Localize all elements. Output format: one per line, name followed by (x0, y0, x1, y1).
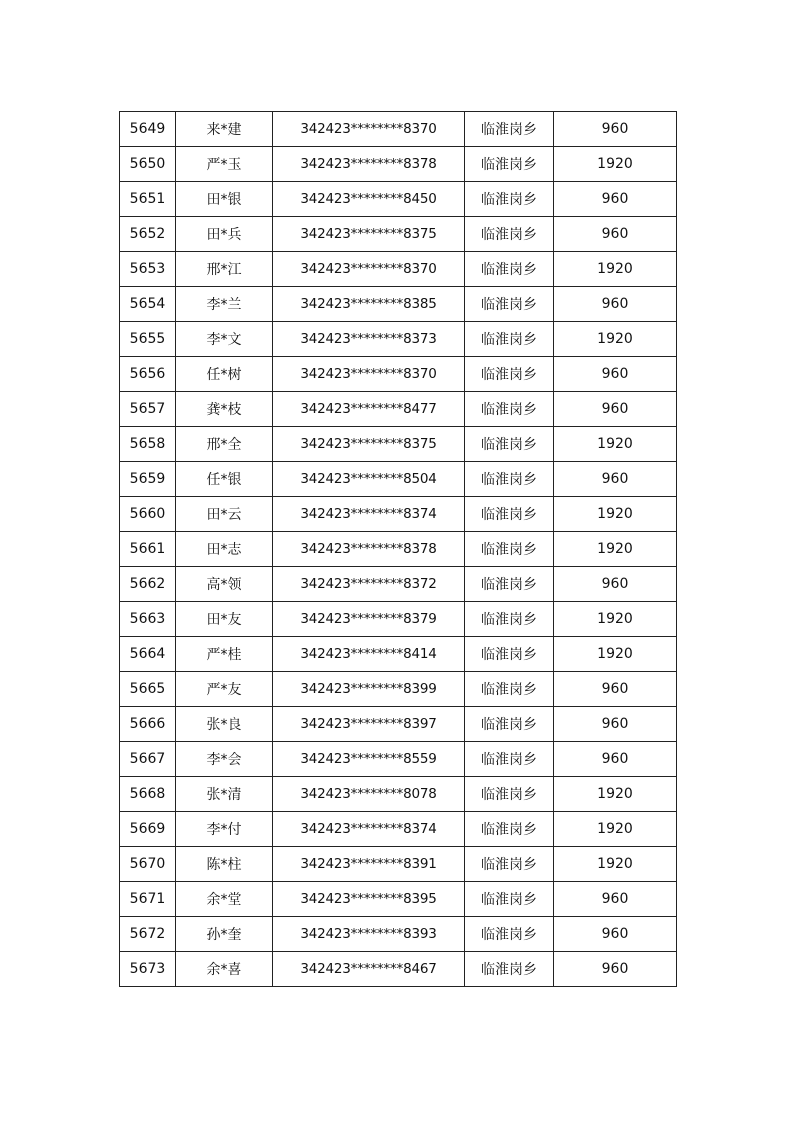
table-row (120, 497, 677, 532)
name-cell: 田*志 (176, 532, 273, 567)
amount-cell: 1920 (554, 427, 677, 462)
amount-cell: 960 (554, 882, 677, 917)
id-number-cell: 342423********8504 (273, 462, 465, 497)
amount-cell: 960 (554, 672, 677, 707)
amount-cell: 1920 (554, 322, 677, 357)
amount-cell: 1920 (554, 497, 677, 532)
table-row (120, 742, 677, 777)
row-number-cell: 5671 (120, 882, 176, 917)
amount-cell: 1920 (554, 532, 677, 567)
row-number-cell: 5658 (120, 427, 176, 462)
name-cell: 田*兵 (176, 217, 273, 252)
township-cell: 临淮岗乡 (465, 777, 554, 812)
name-cell: 龚*枝 (176, 392, 273, 427)
amount-cell: 1920 (554, 147, 677, 182)
name-cell: 余*喜 (176, 952, 273, 987)
township-cell: 临淮岗乡 (465, 217, 554, 252)
id-number-cell: 342423********8395 (273, 882, 465, 917)
id-number-cell: 342423********8370 (273, 112, 465, 147)
id-number-cell: 342423********8375 (273, 427, 465, 462)
amount-cell: 960 (554, 182, 677, 217)
id-number-cell: 342423********8385 (273, 287, 465, 322)
amount-cell: 960 (554, 917, 677, 952)
id-number-cell: 342423********8397 (273, 707, 465, 742)
amount-cell: 1920 (554, 777, 677, 812)
amount-cell: 1920 (554, 602, 677, 637)
name-cell: 邢*江 (176, 252, 273, 287)
name-cell: 严*友 (176, 672, 273, 707)
row-number-cell: 5665 (120, 672, 176, 707)
township-cell: 临淮岗乡 (465, 392, 554, 427)
row-number-cell: 5666 (120, 707, 176, 742)
name-cell: 李*会 (176, 742, 273, 777)
id-number-cell: 342423********8414 (273, 637, 465, 672)
amount-cell: 1920 (554, 637, 677, 672)
table-row (120, 392, 677, 427)
table-row (120, 812, 677, 847)
township-cell: 临淮岗乡 (465, 952, 554, 987)
table-row (120, 532, 677, 567)
id-number-cell: 342423********8374 (273, 497, 465, 532)
table-row (120, 952, 677, 987)
name-cell: 邢*全 (176, 427, 273, 462)
name-cell: 任*银 (176, 462, 273, 497)
name-cell: 严*桂 (176, 637, 273, 672)
amount-cell: 960 (554, 112, 677, 147)
name-cell: 张*良 (176, 707, 273, 742)
table-row (120, 252, 677, 287)
id-number-cell: 342423********8450 (273, 182, 465, 217)
table-row (120, 287, 677, 322)
amount-cell: 960 (554, 462, 677, 497)
table-row (120, 147, 677, 182)
id-number-cell: 342423********8391 (273, 847, 465, 882)
id-number-cell: 342423********8374 (273, 812, 465, 847)
name-cell: 李*文 (176, 322, 273, 357)
id-number-cell: 342423********8078 (273, 777, 465, 812)
row-number-cell: 5668 (120, 777, 176, 812)
row-number-cell: 5661 (120, 532, 176, 567)
amount-cell: 960 (554, 742, 677, 777)
id-number-cell: 342423********8372 (273, 567, 465, 602)
table-row (120, 882, 677, 917)
township-cell: 临淮岗乡 (465, 462, 554, 497)
table-row (120, 847, 677, 882)
name-cell: 严*玉 (176, 147, 273, 182)
amount-cell: 960 (554, 287, 677, 322)
name-cell: 张*清 (176, 777, 273, 812)
id-number-cell: 342423********8370 (273, 357, 465, 392)
row-number-cell: 5649 (120, 112, 176, 147)
township-cell: 临淮岗乡 (465, 602, 554, 637)
id-number-cell: 342423********8375 (273, 217, 465, 252)
amount-cell: 1920 (554, 812, 677, 847)
table-row (120, 357, 677, 392)
row-number-cell: 5670 (120, 847, 176, 882)
township-cell: 临淮岗乡 (465, 252, 554, 287)
township-cell: 临淮岗乡 (465, 567, 554, 602)
amount-cell: 960 (554, 392, 677, 427)
name-cell: 陈*柱 (176, 847, 273, 882)
row-number-cell: 5659 (120, 462, 176, 497)
township-cell: 临淮岗乡 (465, 812, 554, 847)
name-cell: 来*建 (176, 112, 273, 147)
row-number-cell: 5651 (120, 182, 176, 217)
township-cell: 临淮岗乡 (465, 322, 554, 357)
township-cell: 临淮岗乡 (465, 847, 554, 882)
table-row (120, 462, 677, 497)
table-row (120, 602, 677, 637)
township-cell: 临淮岗乡 (465, 112, 554, 147)
amount-cell: 960 (554, 952, 677, 987)
township-cell: 临淮岗乡 (465, 637, 554, 672)
row-number-cell: 5673 (120, 952, 176, 987)
amount-cell: 960 (554, 217, 677, 252)
township-cell: 临淮岗乡 (465, 182, 554, 217)
row-number-cell: 5667 (120, 742, 176, 777)
id-number-cell: 342423********8373 (273, 322, 465, 357)
name-cell: 高*领 (176, 567, 273, 602)
table-row (120, 672, 677, 707)
township-cell: 临淮岗乡 (465, 742, 554, 777)
name-cell: 田*云 (176, 497, 273, 532)
row-number-cell: 5662 (120, 567, 176, 602)
row-number-cell: 5654 (120, 287, 176, 322)
township-cell: 临淮岗乡 (465, 357, 554, 392)
table-row (120, 707, 677, 742)
name-cell: 田*银 (176, 182, 273, 217)
row-number-cell: 5650 (120, 147, 176, 182)
row-number-cell: 5672 (120, 917, 176, 952)
amount-cell: 1920 (554, 847, 677, 882)
name-cell: 田*友 (176, 602, 273, 637)
amount-cell: 960 (554, 707, 677, 742)
id-number-cell: 342423********8379 (273, 602, 465, 637)
row-number-cell: 5656 (120, 357, 176, 392)
township-cell: 临淮岗乡 (465, 287, 554, 322)
township-cell: 临淮岗乡 (465, 707, 554, 742)
table-row (120, 567, 677, 602)
name-cell: 李*付 (176, 812, 273, 847)
row-number-cell: 5660 (120, 497, 176, 532)
id-number-cell: 342423********8393 (273, 917, 465, 952)
table-row (120, 637, 677, 672)
id-number-cell: 342423********8467 (273, 952, 465, 987)
amount-cell: 1920 (554, 252, 677, 287)
name-cell: 李*兰 (176, 287, 273, 322)
id-number-cell: 342423********8559 (273, 742, 465, 777)
table-row (120, 112, 677, 147)
township-cell: 临淮岗乡 (465, 672, 554, 707)
township-cell: 临淮岗乡 (465, 917, 554, 952)
row-number-cell: 5653 (120, 252, 176, 287)
row-number-cell: 5652 (120, 217, 176, 252)
table-row (120, 427, 677, 462)
id-number-cell: 342423********8370 (273, 252, 465, 287)
row-number-cell: 5655 (120, 322, 176, 357)
id-number-cell: 342423********8477 (273, 392, 465, 427)
name-cell: 余*堂 (176, 882, 273, 917)
row-number-cell: 5657 (120, 392, 176, 427)
table-row (120, 322, 677, 357)
table-row (120, 217, 677, 252)
row-number-cell: 5664 (120, 637, 176, 672)
table-row (120, 917, 677, 952)
table-row (120, 777, 677, 812)
amount-cell: 960 (554, 357, 677, 392)
township-cell: 临淮岗乡 (465, 532, 554, 567)
township-cell: 临淮岗乡 (465, 882, 554, 917)
id-number-cell: 342423********8399 (273, 672, 465, 707)
id-number-cell: 342423********8378 (273, 147, 465, 182)
name-cell: 任*树 (176, 357, 273, 392)
township-cell: 临淮岗乡 (465, 497, 554, 532)
name-cell: 孙*奎 (176, 917, 273, 952)
township-cell: 临淮岗乡 (465, 147, 554, 182)
id-number-cell: 342423********8378 (273, 532, 465, 567)
table-body (120, 112, 677, 987)
row-number-cell: 5663 (120, 602, 176, 637)
township-cell: 临淮岗乡 (465, 427, 554, 462)
row-number-cell: 5669 (120, 812, 176, 847)
table-row (120, 182, 677, 217)
amount-cell: 960 (554, 567, 677, 602)
subsidy-table (119, 111, 677, 987)
